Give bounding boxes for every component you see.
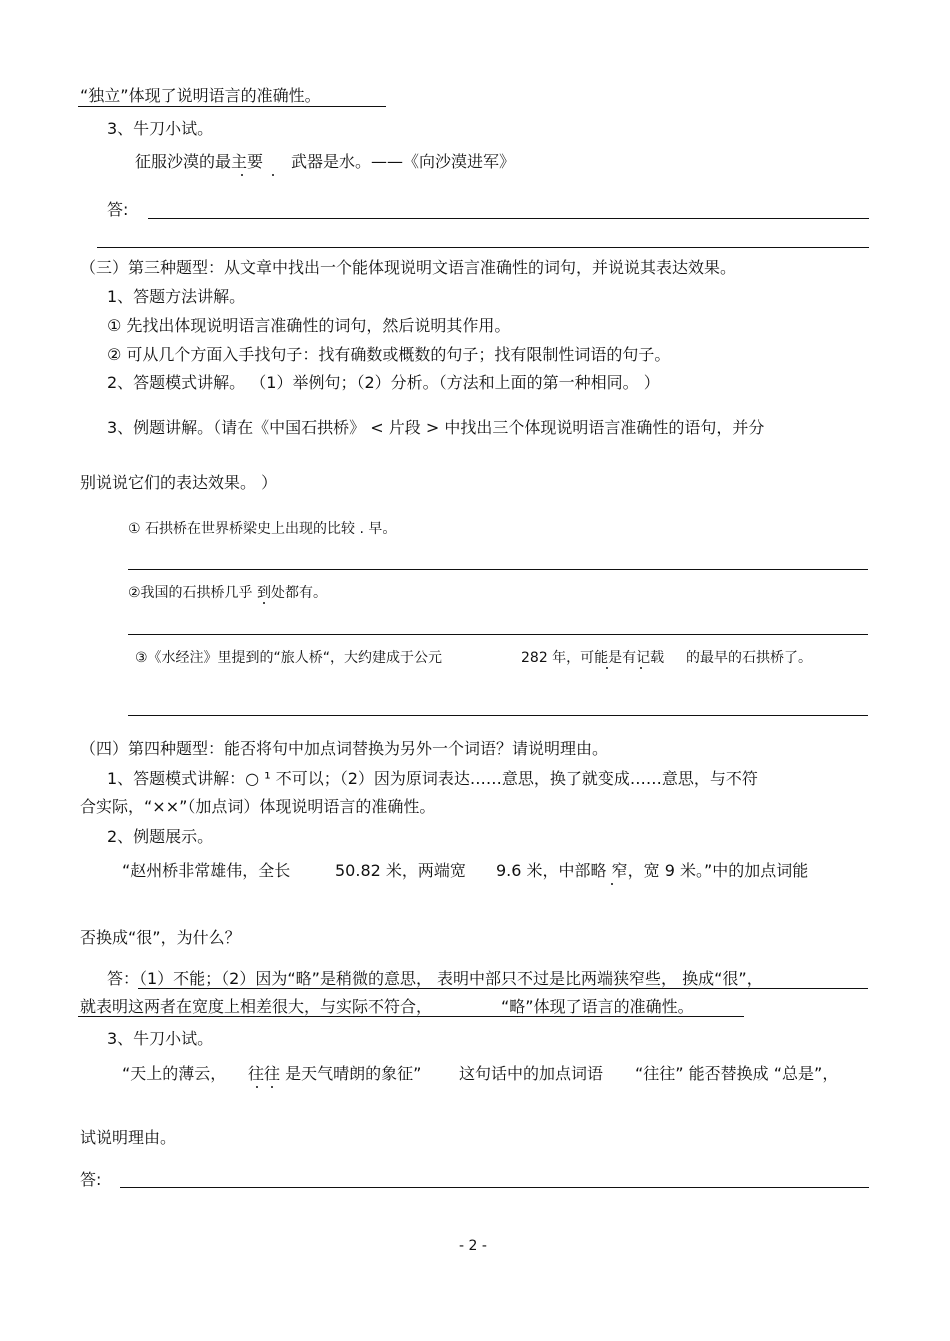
practice-2-sentence-c: 这句话中的加点词语 bbox=[459, 1064, 604, 1083]
emphasis-dot bbox=[606, 667, 608, 669]
section-4-question-c: 9.6 米，中部略 窄，宽 9 米。”中的加点词能 bbox=[496, 861, 809, 880]
section-4-step-1-cont: 合实际，“××”（加点词）体现说明语言的准确性。 bbox=[80, 797, 436, 816]
answer-line[interactable] bbox=[120, 1187, 869, 1188]
section-3-step-3: 3、例题讲解。（请在《中国石拱桥》 < 片段 > 中找出三个体现说明语言准确性的语句，并分 bbox=[107, 418, 765, 437]
example-3-c: 的最早的石拱桥了。 bbox=[686, 650, 812, 666]
section-4-step-1: 1、答题模式讲解：○ ¹ 不可以；（2）因为原词表达……意思，换了就变成……意思，与不符 bbox=[107, 769, 758, 788]
practice-sentence-b: 武器是水。——《向沙漠进军》 bbox=[291, 152, 516, 171]
emphasis-dot bbox=[640, 667, 642, 669]
practice-2-sentence: “天上的薄云， bbox=[122, 1064, 227, 1083]
emphasis-dot bbox=[263, 602, 265, 604]
section-3-point-2: ② 可从几个方面入手找句子：找有确数或概数的句子；找有限制性词语的句子。 bbox=[107, 345, 671, 364]
answer-line[interactable] bbox=[128, 634, 868, 635]
section-4-question-cont: 否换成“很”，为什么？ bbox=[80, 928, 241, 947]
section-4-answer-cont: 就表明这两者在宽度上相差很大，与实际不符合， bbox=[80, 997, 433, 1016]
answer-line-1: “独立”体现了说明语言的准确性。 bbox=[80, 86, 321, 105]
section-4-question-b: 50.82 米，两端宽 bbox=[335, 861, 466, 880]
answer-line[interactable] bbox=[148, 218, 869, 219]
section-4-question: “赵州桥非常雄伟，全长 bbox=[122, 861, 291, 880]
section-3-step-2: 2、答题模式讲解。 （1）举例句；（2）分析。（方法和上面的第一种相同。 ） bbox=[107, 373, 660, 392]
section-3-title: （三）第三种题型：从文章中找出一个能体现说明文语言准确性的词句，并说说其表达效果。 bbox=[80, 258, 737, 277]
section-4-title: （四）第四种题型：能否将句中加点词替换为另外一个词语？请说明理由。 bbox=[80, 739, 609, 758]
practice-2-sentence-cont: 试说明理由。 bbox=[80, 1128, 177, 1147]
emphasis-dot bbox=[256, 1086, 258, 1088]
answer-line[interactable] bbox=[97, 247, 869, 248]
practice-2-sentence-d: “往往” 能否替换成 “总是”， bbox=[635, 1064, 839, 1083]
example-1: ① 石拱桥在世界桥梁史上出现的比较 . 早。 bbox=[128, 521, 397, 537]
underline bbox=[138, 988, 868, 989]
section-3-step-1: 1、答题方法讲解。 bbox=[107, 287, 246, 306]
page-number: - 2 - bbox=[459, 1238, 487, 1254]
answer-line[interactable] bbox=[128, 569, 868, 570]
section-3-point-1: ① 先找出体现说明语言准确性的词句，然后说明其作用。 bbox=[107, 316, 511, 335]
section-4-answer-cont-b: “略”体现了语言的准确性。 bbox=[501, 997, 694, 1016]
example-3-b: 282 年，可能是有记载 bbox=[521, 650, 665, 666]
emphasis-dot bbox=[611, 883, 613, 885]
emphasis-dot bbox=[241, 174, 243, 176]
answer-label: 答: bbox=[107, 200, 129, 219]
section-4-answer: 答：（1）不能；（2）因为“略”是稍微的意思， 表明中部只不过是比两端狭窄些， 换成“很”， bbox=[107, 969, 763, 988]
emphasis-dot bbox=[271, 1086, 273, 1088]
section-4-step-2: 2、例题展示。 bbox=[107, 827, 214, 846]
example-3: ③《水经注》里提到的“旅人桥“，大约建成于公元 bbox=[135, 650, 443, 666]
section-3-step-3-cont: 别说说它们的表达效果。 ） bbox=[80, 473, 278, 492]
section-4-step-3: 3、牛刀小试。 bbox=[107, 1029, 214, 1048]
emphasis-dot bbox=[272, 174, 274, 176]
underline bbox=[78, 106, 386, 107]
example-2: ②我国的石拱桥几乎 到处都有。 bbox=[128, 585, 328, 601]
underline bbox=[78, 1016, 744, 1017]
practice-heading: 3、牛刀小试。 bbox=[107, 119, 214, 138]
practice-2-sentence-b: 往往 是天气晴朗的象征” bbox=[248, 1064, 422, 1083]
answer-label: 答: bbox=[80, 1170, 102, 1189]
answer-line[interactable] bbox=[128, 715, 868, 716]
practice-sentence: 征服沙漠的最主要 bbox=[135, 152, 264, 171]
